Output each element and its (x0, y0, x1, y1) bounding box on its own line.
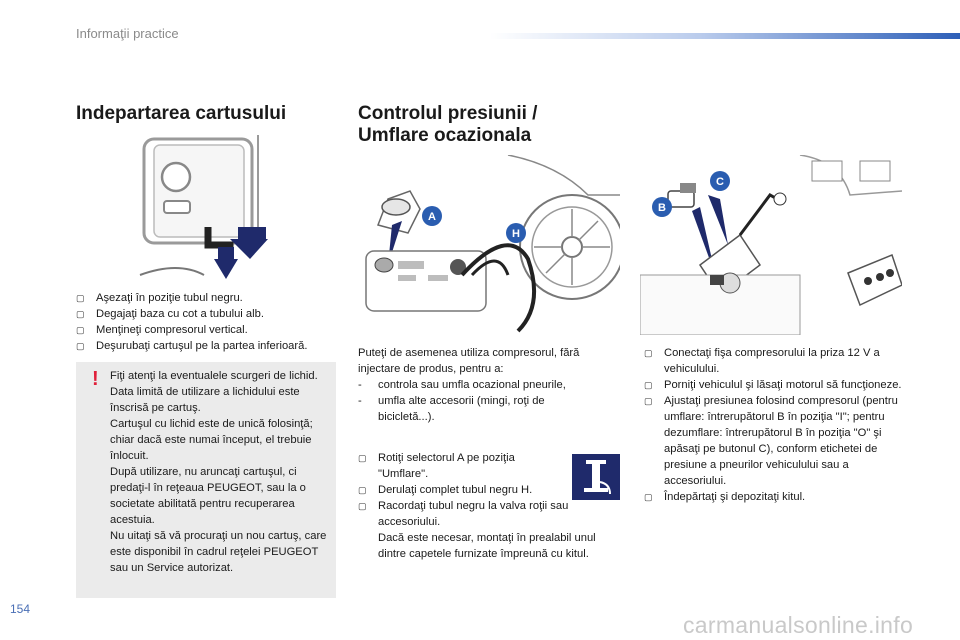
callout-a: A (428, 211, 436, 223)
list-item: ▢ Deşurubaţi cartuşul pe la partea inferioară. (76, 338, 338, 354)
warning-text: Fiţi atenţi la eventualele scurgeri de lichid. Data limită de utilizare a lichidului este înscrisă pe cartuş. Cartuşul cu lichid este de unică folosinţă; chiar dacă este numai început, el trebuie înlocuit. După utilizare, nu aruncaţi cartuşul, ci predaţi-l în reţeaua PEUGEOT, sau la o societate abilitată pentru recuperarea acestuia. Nu uitaţi să vă procuraţi un nou cartuş, care este disponibil în cadrul reţelei PEUGEOT sau un Service autorizat. (110, 370, 327, 574)
watermark: carmanualsonline.info (683, 612, 914, 638)
list-item: ▢ Aşezaţi în poziţie tubul negru. (76, 290, 338, 306)
list-item: ▢ Porniţi vehiculul şi lăsaţi motorul să funcţioneze. (644, 377, 906, 393)
list-item: ▢ Conectaţi fişa compresorului la priza 12 V a vehiculului. (644, 345, 906, 377)
callout-b: B (658, 202, 666, 214)
list-item: ▢ Degajaţi baza cu cot a tubului alb. (76, 306, 338, 322)
callout-c: C (716, 176, 724, 188)
section-title: Informaţii practice (76, 26, 179, 41)
cartridge-illustration (138, 135, 270, 281)
callout-h: H (512, 228, 520, 240)
warning-icon: ! (92, 368, 99, 390)
list-item: - controla sau umfla ocazional pneurile, (358, 377, 598, 393)
header-bar (490, 33, 960, 39)
list-item: ▢ Ajustaţi presiunea folosind compresorul (pentru umflare: întrerupătorul B în poziţia "I"; pentru dezumflare: întrerupătorul B în poziţia "O" şi apăsaţi pe butonul C), conform etichetei de presiune a pneurilor vehiculului sau a accesoriului. (644, 393, 906, 489)
intro-text: Puteţi de asemenea utiliza compresorul, fără injectare de produs, pentru a: (358, 347, 580, 375)
list-item: ▢ Îndepărtaţi şi depozitaţi kitul. (644, 489, 906, 505)
page-number: 154 (10, 602, 31, 616)
list-item: ▢ Racordaţi tubul negru la valva roţii sau accesoriului. Dacă este necesar, montaţi în prealabil unul dintre capetele furnizate împreună cu kitul. (358, 498, 620, 562)
right-intro-block (358, 345, 598, 425)
list-item: - umfla alte accesorii (mingi, roţi de bicicletă...). (358, 393, 598, 425)
left-steps-list (76, 290, 338, 354)
list-item: ▢ Menţineţi compresorul vertical. (76, 322, 338, 338)
list-item: ▢ Derulaţi complet tubul negru H. (358, 482, 620, 498)
list-item: ▢ Rotiţi selectorul A pe poziţia "Umflare". (358, 450, 558, 482)
compressor-switch-illustration (640, 155, 902, 335)
right-steps-list (644, 345, 906, 505)
pump-icon (572, 454, 620, 500)
right-title: Controlul presiunii / Umflare ocazionala (358, 103, 538, 146)
compressor-wheel-illustration (358, 155, 620, 335)
left-title: Indepartarea cartusului (76, 103, 287, 124)
warning-box (76, 362, 336, 598)
